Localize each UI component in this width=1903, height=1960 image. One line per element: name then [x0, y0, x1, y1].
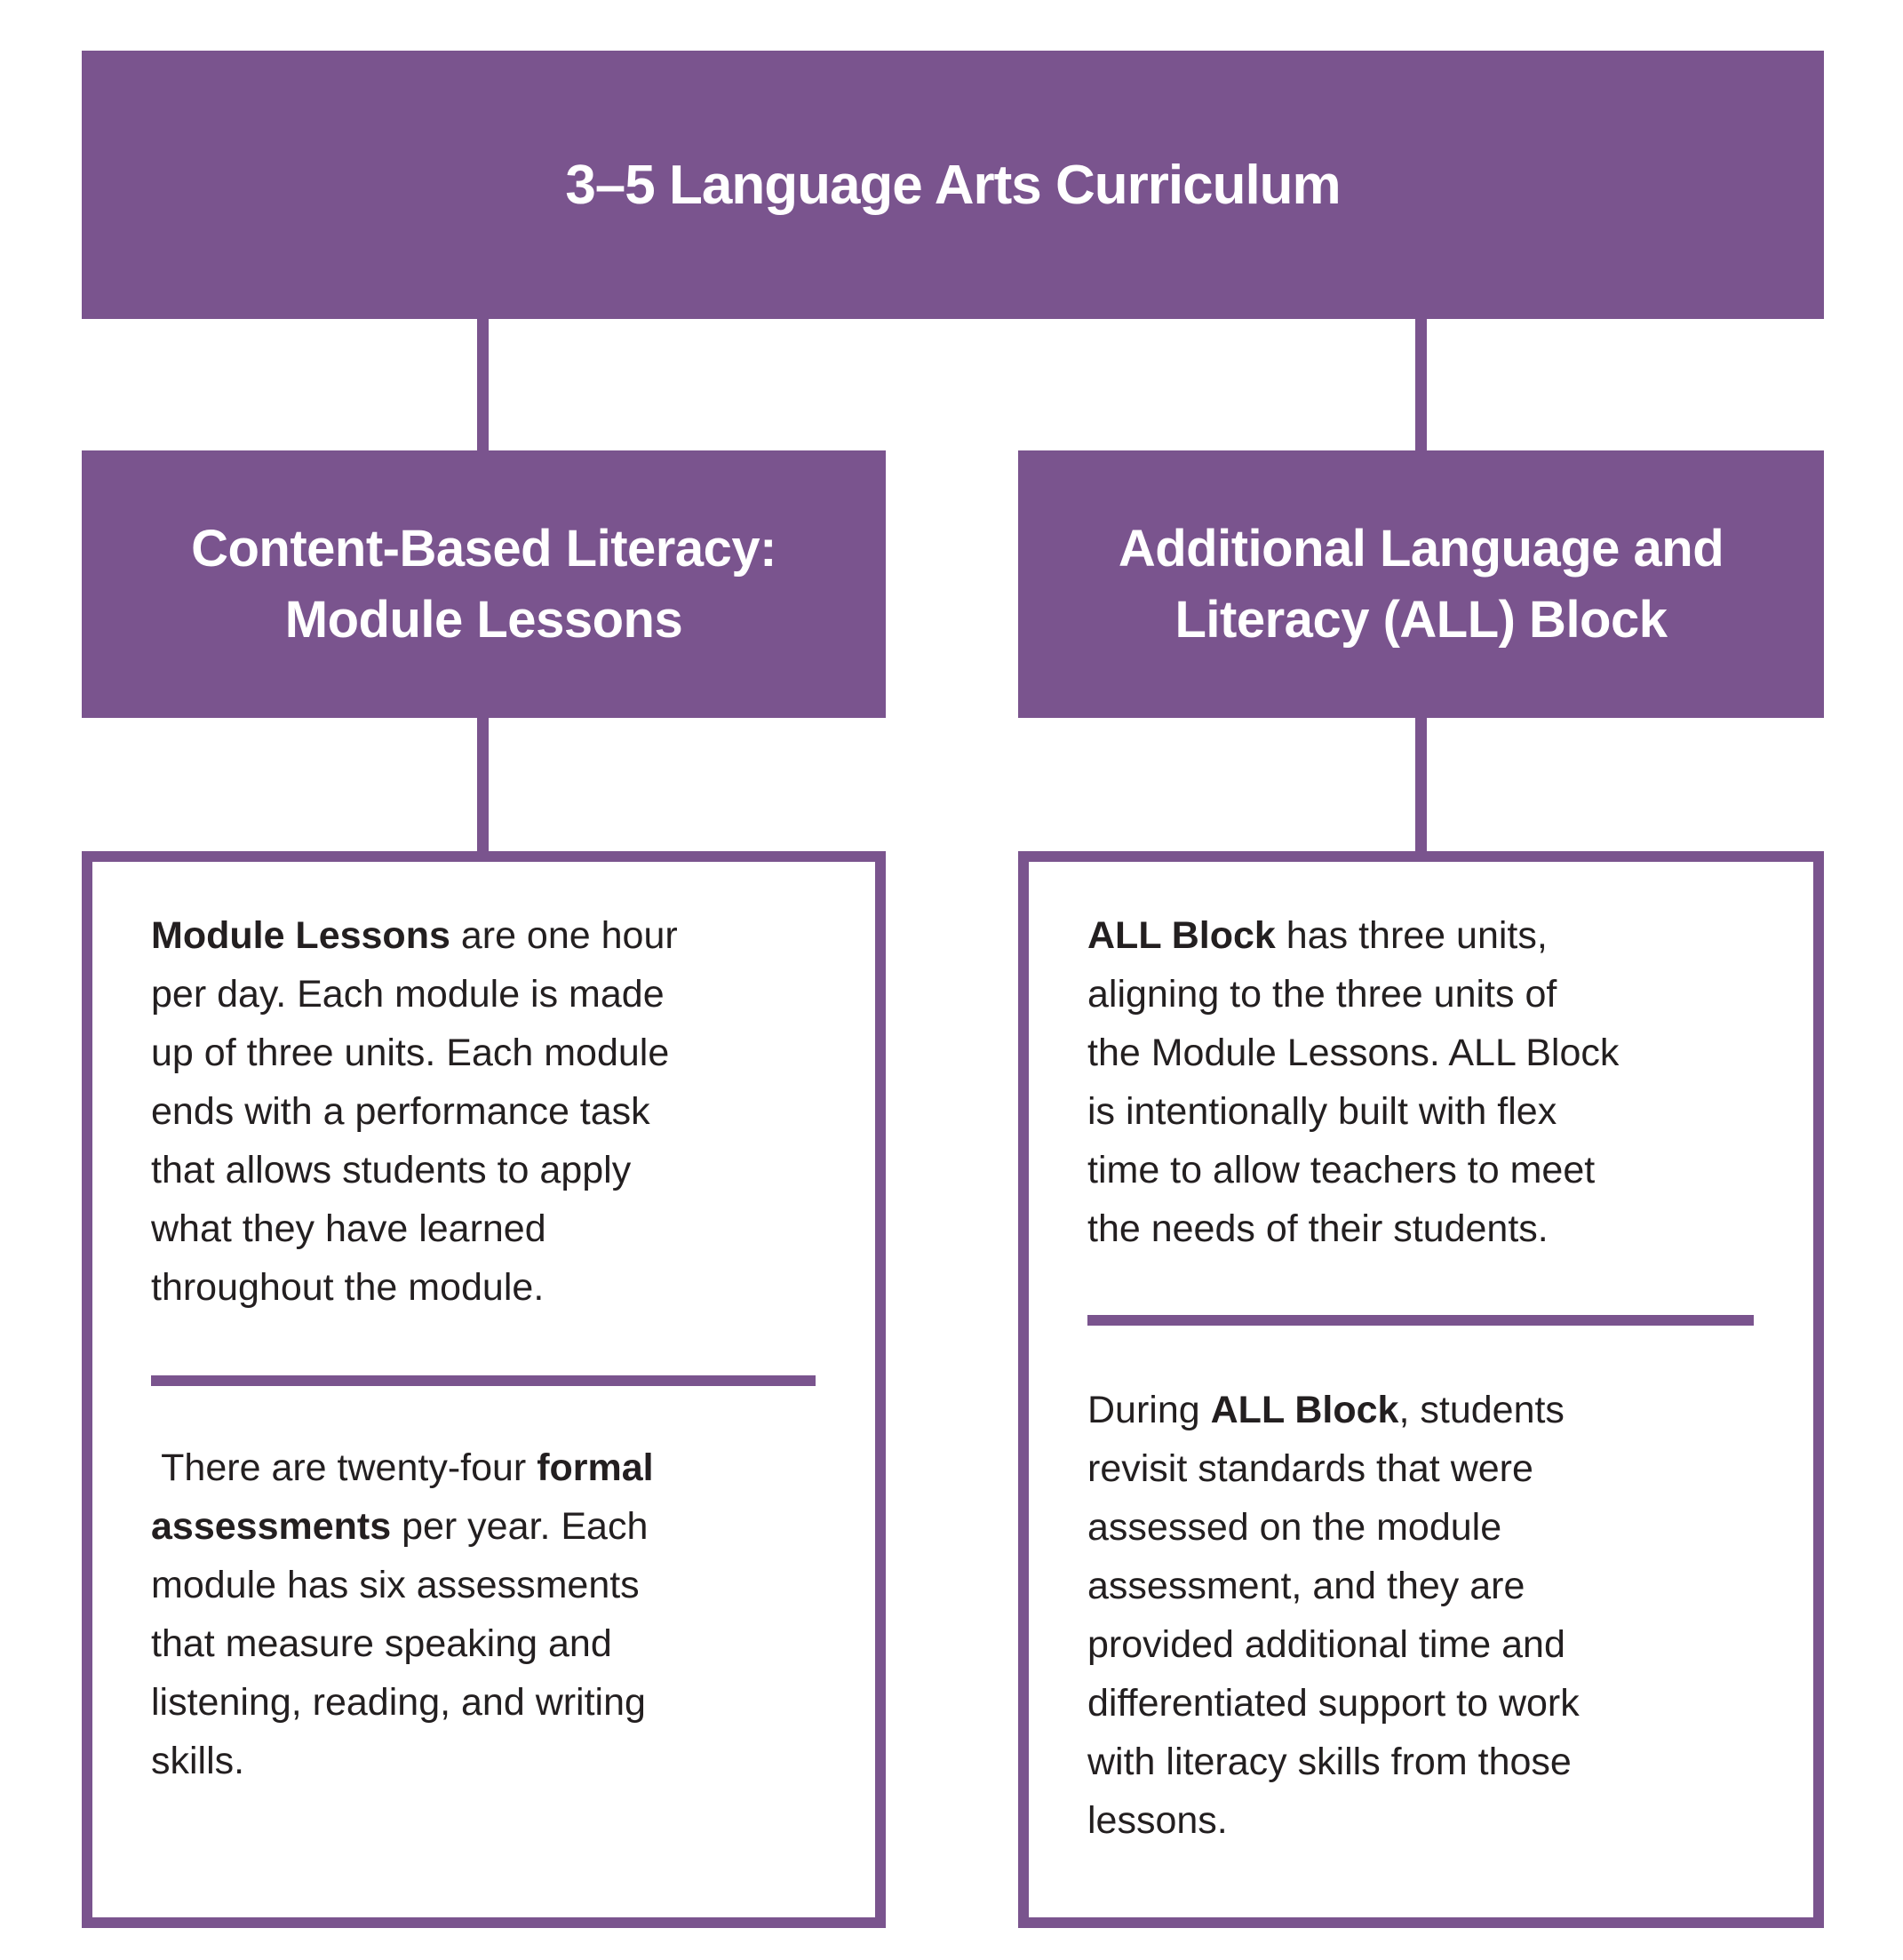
text-run: the Module Lessons. ALL Block [1087, 1032, 1620, 1074]
text-line [1087, 1498, 1580, 1557]
text-line [151, 1556, 654, 1614]
text-line [151, 906, 678, 965]
text-run: that allows students to apply [151, 1149, 632, 1191]
text-run: ends with a performance task [151, 1090, 650, 1133]
text-line [1087, 906, 1619, 965]
detail-box-all-block [1018, 851, 1824, 1928]
section-divider [1087, 1315, 1754, 1326]
text-run: the needs of their students. [1087, 1207, 1549, 1250]
bold-term: formal [537, 1446, 654, 1489]
text-run: assessment, and they are [1087, 1565, 1525, 1607]
text-run: per year. Each [391, 1505, 649, 1548]
text-line [151, 1673, 654, 1732]
branch-node-all-block [1018, 450, 1824, 718]
bold-term: Module Lessons [151, 914, 450, 957]
text-run: per day. Each module is made [151, 973, 665, 1016]
text-run: are one hour [450, 914, 678, 957]
text-run: is intentionally built with flex [1087, 1090, 1557, 1133]
text-run: with literacy skills from those [1087, 1741, 1572, 1783]
text-line [151, 965, 678, 1024]
text-run: throughout the module. [151, 1266, 545, 1309]
connector-root-to-left [477, 319, 489, 450]
text-line [151, 1497, 654, 1556]
branch-heading-line: Additional Language and [1118, 519, 1724, 578]
text-run: , students [1398, 1389, 1565, 1431]
text-line [1087, 1674, 1580, 1733]
text-line [1087, 1199, 1619, 1258]
text-line [151, 1438, 654, 1497]
text-run: what they have learned [151, 1207, 546, 1250]
branch-node-module-lessons [82, 450, 886, 718]
text-line [151, 1732, 654, 1790]
text-run: that measure speaking and [151, 1622, 612, 1665]
text-run: time to allow teachers to meet [1087, 1149, 1596, 1191]
paragraph-all-block-during [1087, 1381, 1580, 1850]
root-node [82, 51, 1824, 319]
text-line [1087, 1439, 1580, 1498]
text-run: revisit standards that were [1087, 1447, 1533, 1490]
text-run: During [1087, 1389, 1211, 1431]
text-line [151, 1024, 678, 1082]
paragraph-all-block-units [1087, 906, 1619, 1258]
text-run: skills. [151, 1740, 245, 1782]
branch-heading-line: Content-Based Literacy: [191, 519, 776, 578]
bold-term: ALL Block [1210, 1389, 1399, 1431]
section-divider [151, 1375, 816, 1386]
text-run: listening, reading, and writing [151, 1681, 646, 1724]
paragraph-module-lessons [151, 906, 678, 1317]
text-run: lessons. [1087, 1799, 1228, 1842]
branch-heading [1119, 514, 1724, 656]
text-line [1087, 1381, 1580, 1439]
root-title: 3–5 Language Arts Curriculum [565, 154, 1341, 216]
text-run: differentiated support to work [1087, 1682, 1580, 1725]
connector-right-to-detail [1415, 718, 1427, 853]
text-line [1087, 1024, 1619, 1082]
text-line [151, 1614, 654, 1673]
detail-box-module-lessons [82, 851, 886, 1928]
bold-term: ALL Block [1087, 914, 1276, 957]
text-line [151, 1141, 678, 1199]
branch-heading-line: Literacy (ALL) Block [1174, 590, 1668, 649]
connector-root-to-right [1415, 319, 1427, 450]
text-run: assessed on the module [1087, 1506, 1502, 1549]
text-line [1087, 965, 1619, 1024]
text-line [151, 1258, 678, 1317]
text-run: There are twenty-four [151, 1446, 537, 1489]
text-line [1087, 1791, 1580, 1850]
text-run: aligning to the three units of [1087, 973, 1557, 1016]
text-run: module has six assessments [151, 1564, 640, 1606]
text-line [1087, 1141, 1619, 1199]
text-line [1087, 1733, 1580, 1791]
text-run: has three units, [1275, 914, 1548, 957]
text-line [1087, 1082, 1619, 1141]
branch-heading-line: Module Lessons [284, 590, 683, 649]
paragraph-formal-assessments [151, 1438, 654, 1790]
bold-term: assessments [151, 1505, 392, 1548]
text-line [151, 1199, 678, 1258]
connector-left-to-detail [477, 718, 489, 853]
text-run: up of three units. Each module [151, 1032, 670, 1074]
branch-heading [191, 514, 776, 656]
text-run: provided additional time and [1087, 1623, 1565, 1666]
text-line [1087, 1557, 1580, 1615]
text-line [1087, 1615, 1580, 1674]
text-line [151, 1082, 678, 1141]
